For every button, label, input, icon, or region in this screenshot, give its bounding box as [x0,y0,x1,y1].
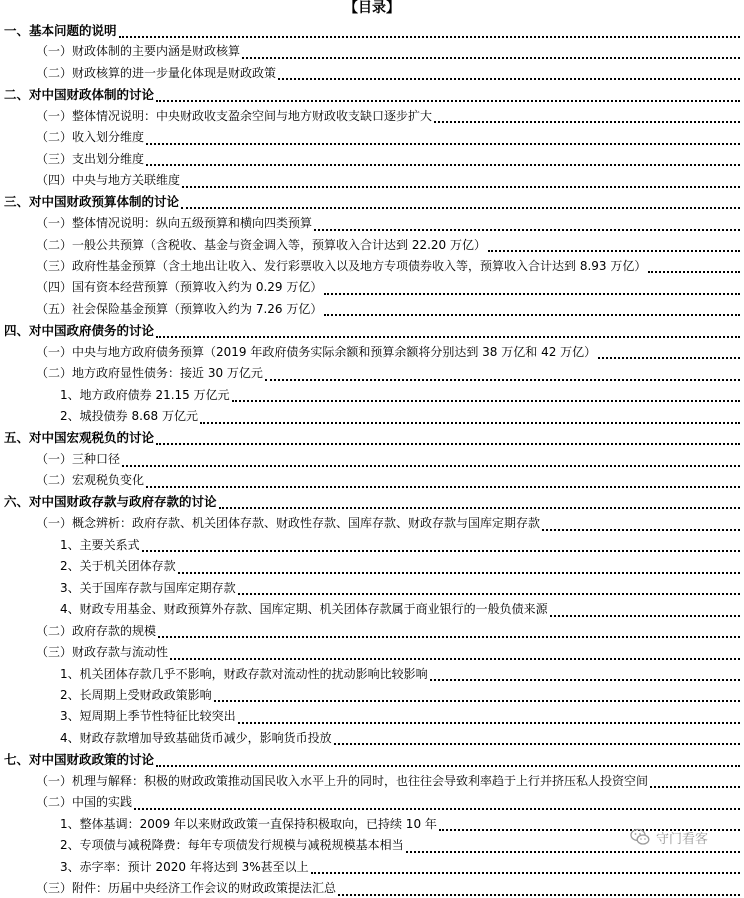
toc-entry-text: （二）中国的实践 [36,795,133,810]
toc-entry-text: （三）支出划分维度 [36,151,145,166]
dot-leader [242,49,740,59]
dot-leader [170,650,740,660]
toc-entry-text: （二）地方政府显性债务：接近 30 万亿元 [36,366,263,381]
toc-entry-text: （五）社会保险基金预算（预算收入约为 7.26 万亿） [36,301,323,316]
toc-entry-text: （四）国有资本经营预算（预算收入约为 0.29 万亿） [36,280,323,295]
toc-item [0,834,740,855]
toc-subsection [0,620,740,641]
toc-subsection [0,770,740,791]
toc-section [0,191,740,212]
watermark [630,825,708,849]
dot-leader [232,392,740,402]
dot-leader [156,757,740,767]
toc-entry-text: 三、对中国财政预算体制的讨论 [4,194,180,210]
dot-leader [430,671,740,681]
dot-leader [178,564,740,574]
toc-entry-text: （一）三种口径 [36,452,121,466]
toc-entry-text: 3、短周期上季节性特征比较突出 [60,709,236,724]
dot-leader [434,113,740,123]
toc-entry-text: （二）政府存款的规模 [36,623,157,638]
toc-subsection [0,276,740,297]
toc-entry-text: 1、地方政府债券 21.15 万亿元 [60,387,230,402]
toc-subsection [0,148,740,169]
dot-leader [278,70,740,80]
dot-leader [324,306,740,316]
dot-leader [214,692,740,702]
toc-item [0,534,740,555]
toc-subsection [0,877,740,898]
toc-entry-text: 3、关于国库存款与国库定期存款 [60,580,236,595]
toc-item [0,856,740,877]
toc-entry-text: 一、基本问题的说明 [4,22,117,38]
toc-entry-text: 二、对中国财政体制的讨论 [4,86,155,102]
toc-entry-text: 2、专项债与减税降费：每年专项债发行规模与减税规模基本相当 [60,838,404,853]
toc-subsection [0,105,740,126]
dot-leader [146,156,740,166]
dot-leader [142,542,740,552]
toc-entry-text: （一）整体情况说明：纵向五级预算和横向四类预算 [36,216,313,231]
dot-leader [542,521,740,531]
dot-leader [181,199,740,209]
dot-leader [200,414,740,424]
toc-item [0,577,740,598]
toc-subsection [0,212,740,233]
dot-leader [146,478,740,488]
toc-entry-text: 1、整体基调：2009 年以来财政政策一直保持积极取向，已持续 10 年 [60,816,437,831]
toc-entry-text: 七、对中国财政政策的讨论 [4,751,155,767]
dot-leader [122,457,740,467]
dot-leader [550,607,740,617]
toc-subsection [0,126,740,147]
toc-subsection [0,62,740,83]
toc-section [0,83,740,104]
dot-leader [265,371,740,381]
dot-leader [156,435,740,445]
dot-leader [650,778,740,788]
toc-entry-text: 3、赤字率：预计 2020 年将达到 3%甚至以上 [60,859,309,874]
toc-item [0,384,740,405]
toc-section [0,491,740,512]
toc-subsection [0,341,740,362]
dot-leader [182,178,740,188]
dot-leader [488,242,740,252]
toc-subsection [0,298,740,319]
toc-item [0,405,740,426]
watermark-text: 守门看客 [656,831,709,847]
toc-item [0,555,740,576]
toc-section [0,19,740,40]
dot-leader [219,499,740,509]
toc-item [0,663,740,684]
toc-subsection [0,169,740,190]
toc-entry-text: 六、对中国财政存款与政府存款的讨论 [4,494,217,510]
wechat-icon [630,828,650,846]
toc-section [0,427,740,448]
dot-leader [156,328,740,338]
toc-entry-text: 2、关于机关团体存款 [60,559,176,574]
toc-entry-text: 4、财政专用基金、财政预算外存款、国库定期、机关团体存款属于商业银行的一般负债来源 [60,602,548,617]
page-title: 【目录】 [344,0,400,16]
toc-entry-text: （二）宏观税负变化 [36,473,145,488]
toc-entry-text: （二）财政核算的进一步量化体现是财政政策 [36,65,277,80]
toc-item [0,598,740,619]
toc-item [0,705,740,726]
toc-entry-text: （一）机理与解释：积极的财政政策推动国民收入水平上升的同时，也往往会导致利率趋于上行并挤压私人投资空间 [36,773,649,788]
dot-leader [119,28,740,38]
toc-entry-text: （二）一般公共预算（含税收、基金与资金调入等，预算收入合计达到 22.20 万亿） [36,237,486,252]
dot-leader [324,285,740,295]
dot-leader [314,221,740,231]
toc-subsection [0,255,740,276]
toc-subsection [0,791,740,812]
dot-leader [311,864,740,874]
toc-entry-text: （一）概念辨析：政府存款、机关团体存款、财政性存款、国库存款、财政存款与国库定期存款 [36,516,541,531]
dot-leader [238,714,740,724]
dot-leader [598,349,740,359]
toc-entry-text: 1、机关团体存款几乎不影响，财政存款对流动性的扰动影响比较影响 [60,666,428,681]
toc-item [0,727,740,748]
toc-subsection [0,469,740,490]
toc-subsection [0,362,740,383]
toc-subsection [0,448,740,469]
toc-entry-text: （四）中央与地方关联维度 [36,173,181,188]
dot-leader [648,263,740,273]
dot-leader [334,735,740,745]
dot-leader [238,585,740,595]
toc-section [0,319,740,340]
dot-leader [158,628,740,638]
toc-entry-text: （一）整体情况说明：中央财政收支盈余空间与地方财政收支缺口逐步扩大 [36,108,433,123]
dot-leader [146,135,740,145]
toc-subsection [0,641,740,662]
toc-subsection [0,512,740,533]
toc-subsection [0,40,740,61]
dot-leader [134,800,740,810]
toc-item [0,684,740,705]
toc-entry-text: （一）中央与地方政府债务预算（2019 年政府债务实际余额和预算余额将分别达到 38 万亿和 42 万亿） [36,344,597,359]
toc-entry-text: 四、对中国政府债务的讨论 [4,322,155,338]
toc-entry-text: 2、长周期上受财政政策影响 [60,687,212,702]
dot-leader [156,92,740,102]
toc-item [0,813,740,834]
toc-entry-text: （一）财政体制的主要内涵是财政核算 [36,44,241,59]
toc-subsection [0,234,740,255]
toc-entry-text: （二）收入划分维度 [36,130,145,145]
toc-section [0,748,740,769]
dot-leader [338,886,740,896]
toc-entry-text: （三）附件：历届中央经济工作会议的财政政策提法汇总 [36,881,337,895]
toc-entry-text: （三）政府性基金预算（含土地出让收入、发行彩票收入以及地方专项债券收入等，预算收入合计达到 8.93 万亿） [36,258,647,273]
toc-entry-text: 1、主要关系式 [60,537,140,552]
toc-entry-text: 4、财政存款增加导致基础货币减少，影响货币投放 [60,730,332,745]
toc-entry-text: 五、对中国宏观税负的讨论 [4,430,155,446]
toc-entry-text: （三）财政存款与流动性 [36,645,169,660]
toc-entry-text: 2、城投债券 8.68 万亿元 [60,409,198,424]
